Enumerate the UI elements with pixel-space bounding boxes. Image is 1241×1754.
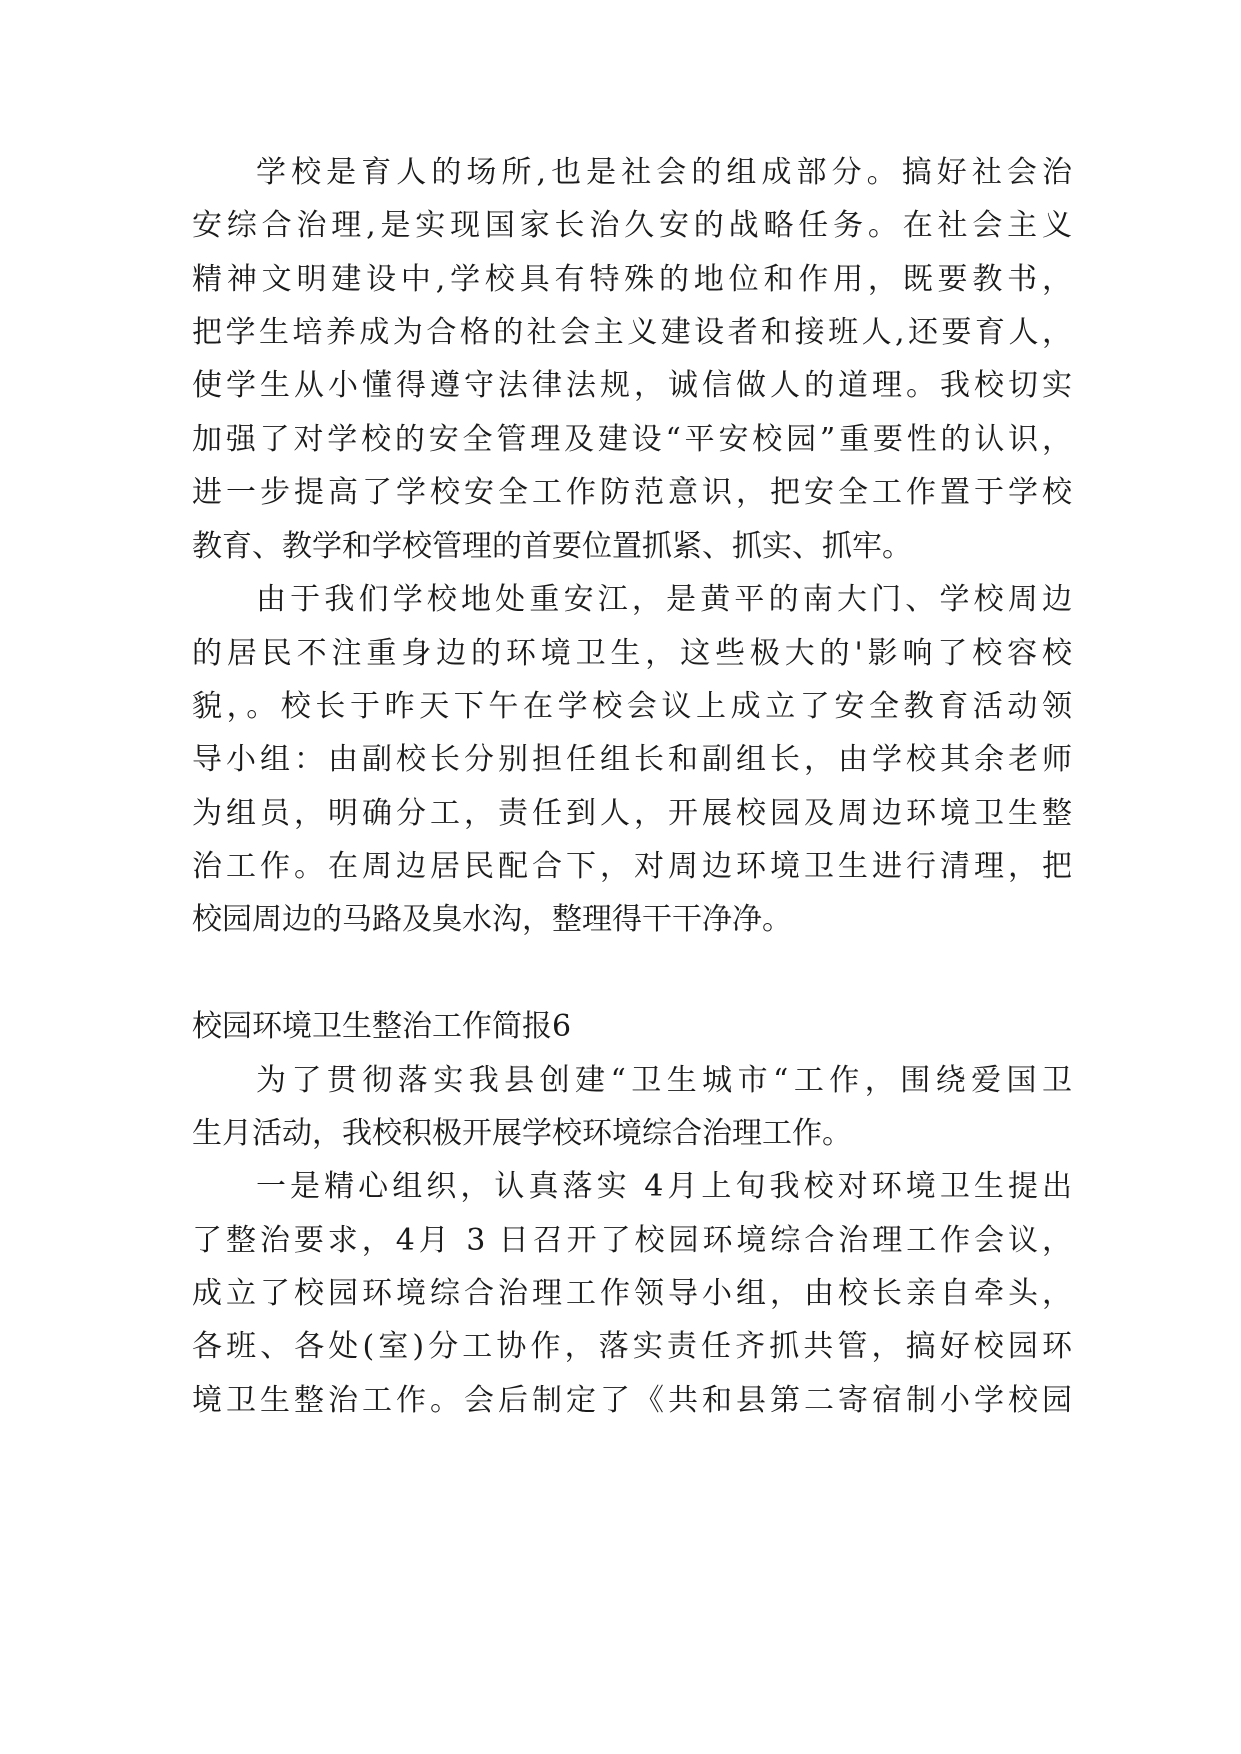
paragraph-1-line-6: 加强了对学校的安全管理及建设“平安校园”重要性的认识， [192,422,1072,457]
paragraph-3-line-2: 生月活动，我校积极开展学校环境综合治理工作。 [192,1116,852,1151]
section-heading: 校园环境卫生整治工作简报6 [192,1009,572,1044]
paragraph-1-line-2: 安综合治理,是实现国家长治久安的战略任务。在社会主义 [192,208,1072,243]
paragraph-2-line-7: 校园周边的马路及臭水沟，整理得干干净净。 [192,902,792,937]
paragraph-4-line-5: 境卫生整治工作。会后制定了《共和县第二寄宿制小学校园 [192,1383,1072,1418]
paragraph-2-line-6: 治工作。在周边居民配合下，对周边环境卫生进行清理，把 [192,849,1072,884]
paragraph-2-line-4: 导小组：由副校长分别担任组长和副组长，由学校其余老师 [192,742,1072,777]
paragraph-4-line-2: 了整治要求，4月 3 日召开了校园环境综合治理工作会议， [192,1223,1072,1258]
paragraph-2-line-1: 由于我们学校地处重安江，是黄平的南大门、学校周边 [256,582,1072,617]
paragraph-4-line-1: 一是精心组织，认真落实 4月上旬我校对环境卫生提出 [256,1169,1072,1204]
paragraph-3-line-1: 为了贯彻落实我县创建“卫生城市“工作，围绕爱国卫 [256,1063,1072,1098]
paragraph-1-line-8: 教育、教学和学校管理的首要位置抓紧、抓实、抓牢。 [192,529,912,564]
paragraph-4-line-4: 各班、各处(室)分工协作，落实责任齐抓共管，搞好校园环 [192,1329,1072,1364]
paragraph-1-line-3: 精神文明建设中,学校具有特殊的地位和作用，既要教书， [192,262,1072,297]
paragraph-2-line-5: 为组员，明确分工，责任到人，开展校园及周边环境卫生整 [192,796,1072,831]
paragraph-2-line-3: 貌，。校长于昨天下午在学校会议上成立了安全教育活动领 [192,689,1072,724]
paragraph-2-line-2: 的居民不注重身边的环境卫生，这些极大的'影响了校容校 [192,636,1072,671]
paragraph-4-line-3: 成立了校园环境综合治理工作领导小组，由校长亲自牵头， [192,1276,1072,1311]
paragraph-1-line-1: 学校是育人的场所,也是社会的组成部分。搞好社会治 [256,155,1072,190]
paragraph-1-line-7: 进一步提高了学校安全工作防范意识，把安全工作置于学校 [192,475,1072,510]
paragraph-1-line-5: 使学生从小懂得遵守法律法规，诚信做人的道理。我校切实 [192,368,1072,403]
paragraph-1-line-4: 把学生培养成为合格的社会主义建设者和接班人,还要育人， [192,315,1072,350]
